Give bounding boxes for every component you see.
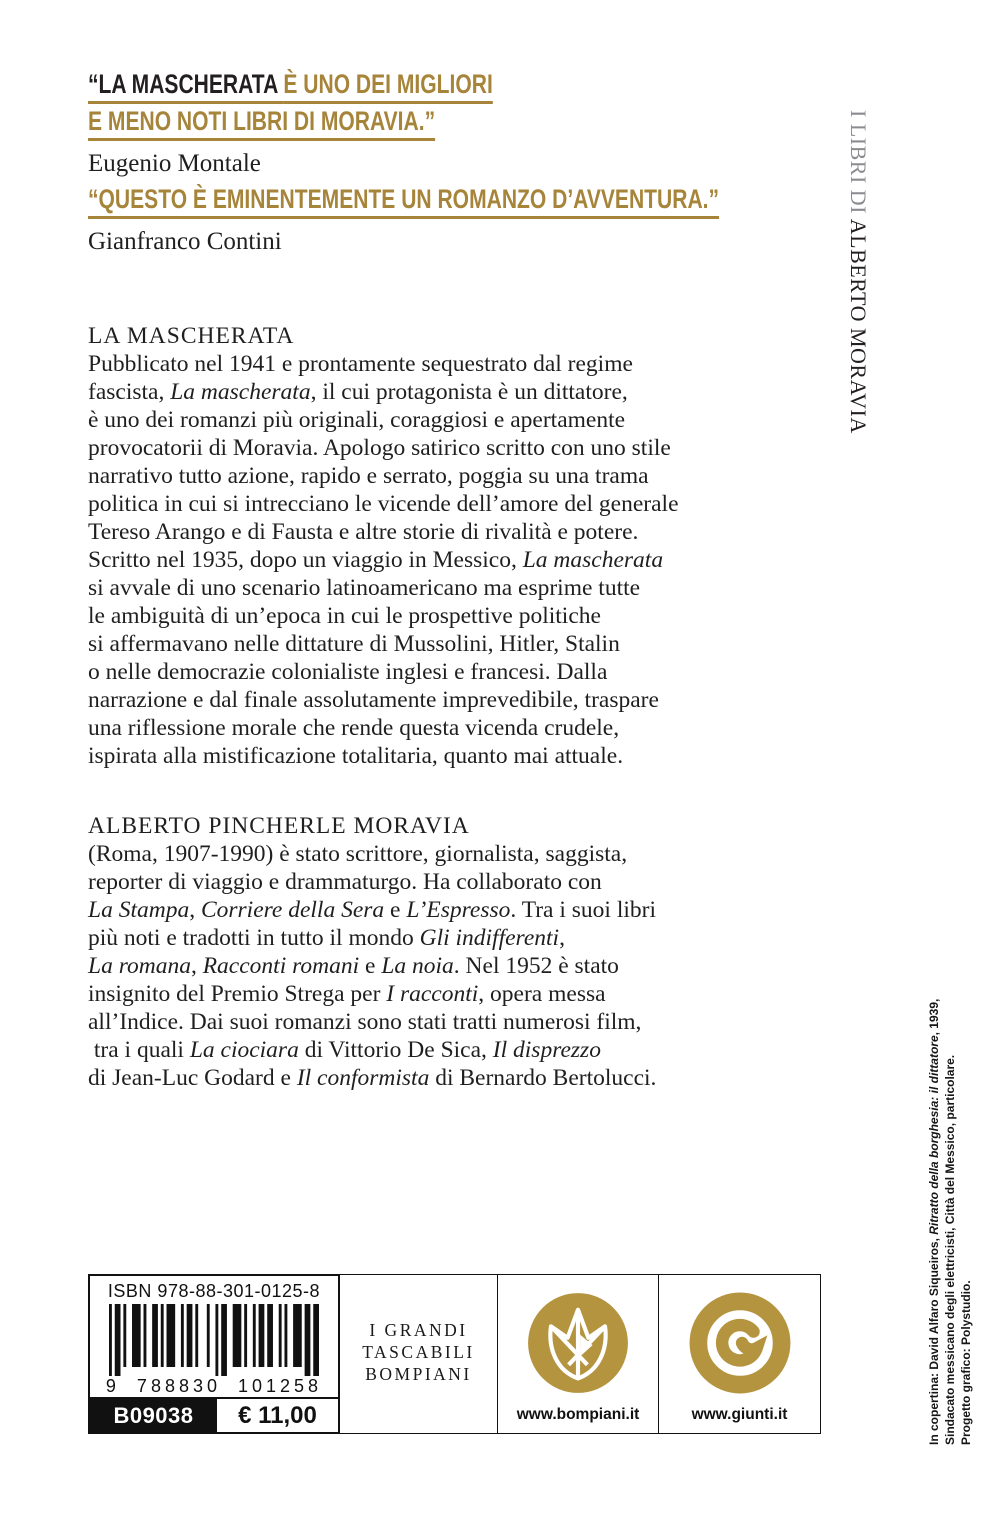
text-line: si avvale di uno scenario latinoamericano ma esprime tutte <box>88 575 641 601</box>
spine-text <box>846 74 906 454</box>
giunti-block <box>658 1274 821 1434</box>
text-line: E MENO NOTI LIBRI DI MORAVIA.” <box>88 106 436 136</box>
quote-attribution: Eugenio Montale <box>88 150 261 177</box>
text-line: Tereso Arango e di Fausta e altre storie di rivalità e potere. <box>88 519 639 545</box>
author-bio <box>88 812 828 1092</box>
pull-quote-lines <box>88 66 607 140</box>
text-line: una riflessione morale che rende questa vicenda crudele, <box>88 715 620 741</box>
text-line: reporter di viaggio e drammaturgo. Ha collaborato con <box>88 869 602 895</box>
product-code: B09038 <box>90 1399 217 1432</box>
series-line: TASCABILI <box>362 1342 475 1362</box>
pull-quote-lines <box>88 181 897 218</box>
barcode-icon <box>106 1304 322 1378</box>
text-line: “LA MASCHERATA È UNO DEI MIGLIORI <box>88 69 493 99</box>
text-line: Sindacato messicano degli elettricisti, Città del Messico, particolare. <box>943 1054 957 1445</box>
text-line: all’Indice. Dai suoi romanzi sono stati tratti numerosi film, <box>88 1009 642 1035</box>
synopsis <box>88 322 828 770</box>
text-line: Scritto nel 1935, dopo un viaggio in Messico, La mascherata <box>88 547 664 573</box>
text-line: ispirata alla mistificazione totalitaria, quanto mai attuale. <box>88 743 624 769</box>
author-bio-body <box>88 840 828 1092</box>
author-name-heading: ALBERTO PINCHERLE MORAVIA <box>88 813 470 839</box>
text-line: “QUESTO È EMINENTEMENTE UN ROMANZO D’AVVENTURA.” <box>88 184 720 214</box>
synopsis-title: LA MASCHERATA <box>88 323 295 349</box>
pull-quote-montale <box>88 66 607 178</box>
text-line: La Stampa, Corriere della Sera e L’Espresso. Tra i suoi libri <box>88 897 656 923</box>
series-line: I GRANDI <box>369 1320 468 1340</box>
text-line: più noti e tradotti in tutto il mondo Gli indifferenti, <box>88 925 565 951</box>
text-line: politica in cui si intrecciano le vicende dell’amore del generale <box>88 491 679 517</box>
synopsis-body <box>88 350 828 770</box>
text-line: le ambiguità di un’epoca in cui le prospettive politiche <box>88 603 601 629</box>
giunti-swirl-icon <box>688 1291 792 1395</box>
text-line: narrativo tutto azione, rapido e serrato, poggia su una trama <box>88 463 649 489</box>
text-line: fascista, La mascherata, il cui protagonista è un dittatore, <box>88 379 628 405</box>
barcode-digits: 9 788830 101258 <box>105 1376 323 1396</box>
price: € 11,00 <box>238 1401 317 1429</box>
text-line: (Roma, 1907-1990) è stato scrittore, giornalista, saggista, <box>88 841 628 867</box>
text-line: è uno dei romanzi più originali, coraggiosi e apertamente <box>88 407 626 433</box>
spine-author-label: ALBERTO MORAVIA <box>846 218 871 434</box>
text-line: In copertina: David Alfaro Siqueiros, Ritratto della borghesia: il dittatore, 1939, <box>927 998 941 1445</box>
bompiani-block <box>497 1274 660 1434</box>
bompiani-url: www.bompiani.it <box>516 1406 640 1423</box>
text-line: narrazione e dal finale assolutamente imprevedibile, traspare <box>88 687 659 713</box>
barcode-block <box>88 1274 340 1434</box>
text-line: insignito del Premio Strega per I racconti, opera messa <box>88 981 606 1007</box>
text-line: La romana, Racconti romani e La noia. Nel 1952 è stato <box>88 953 619 979</box>
text-line: o nelle democrazie colonialiste inglesi e francesi. Dalla <box>88 659 608 685</box>
isbn-label: ISBN 978-88-301-0125-8 <box>107 1281 321 1301</box>
text-line: Pubblicato nel 1941 e prontamente sequestrato dal regime <box>88 351 633 377</box>
giunti-url: www.giunti.it <box>691 1406 788 1423</box>
text-line: provocatorii di Moravia. Apologo satirico scritto con uno stile <box>88 435 671 461</box>
series-line: BOMPIANI <box>365 1364 472 1384</box>
pull-quote-contini <box>88 181 897 256</box>
quote-attribution: Gianfranco Contini <box>88 228 282 255</box>
spine-series-label: I LIBRI DI <box>846 110 871 219</box>
series-block <box>339 1274 498 1434</box>
footer-bar <box>88 1274 825 1434</box>
text-line: Progetto grafico: Polystudio. <box>959 1280 973 1445</box>
text-line: di Jean-Luc Godard e Il conformista di Bernardo Bertolucci. <box>88 1065 657 1091</box>
text-line: si affermavano nelle dittature di Mussolini, Hitler, Stalin <box>88 631 620 657</box>
cover-credit <box>926 983 978 1445</box>
bompiani-flower-icon <box>526 1291 630 1395</box>
text-line: tra i quali La ciociara di Vittorio De Sica, Il disprezzo <box>88 1037 601 1063</box>
